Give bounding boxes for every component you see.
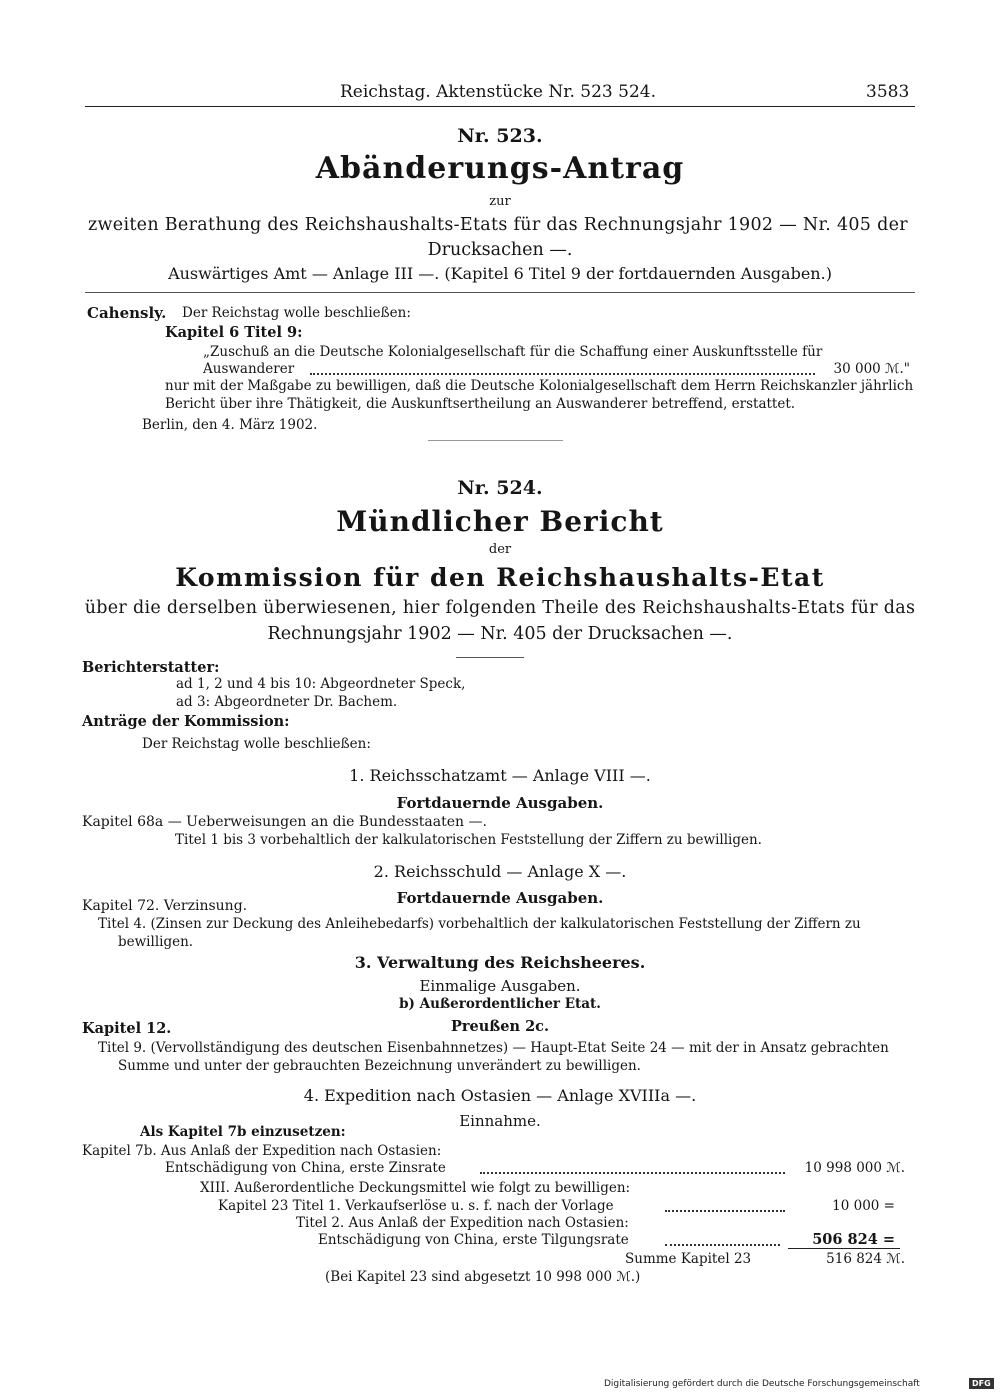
doc524-subtitle-1: über die derselben überwiesenen, hier folgenden Theile des Reichshaushalts-Etats für das bbox=[84, 598, 916, 618]
doc524-number: Nr. 524. bbox=[457, 477, 543, 499]
section-4-dot-leader-2 bbox=[665, 1210, 785, 1212]
doc523-intro: Der Reichstag wolle beschließen: bbox=[182, 305, 411, 321]
section-4-line-3: Titel 2. Aus Anlaß der Expedition nach Ostasien: bbox=[296, 1215, 629, 1231]
section-4-dot-leader-1 bbox=[480, 1172, 785, 1174]
doc524-der: der bbox=[488, 542, 512, 557]
section-4-amount-2: 10 000 = bbox=[832, 1198, 895, 1214]
separator-rule bbox=[428, 440, 563, 441]
section-2-title: 2. Reichsschuld — Anlage X —. bbox=[373, 862, 627, 881]
section-4-amount-4: 506 824 = bbox=[812, 1231, 895, 1248]
dfg-logo: DFG bbox=[969, 1378, 994, 1389]
section-3-state: Preußen 2c. bbox=[450, 1018, 550, 1035]
section-2-text-1: Titel 4. (Zinsen zur Deckung des Anleihebedarfs) vorbehaltlich der kalkulatorischen Feststellung der Ziffern zu bbox=[98, 916, 861, 932]
doc524-intro: Der Reichstag wolle beschließen: bbox=[142, 736, 371, 752]
proposals-label: Anträge der Kommission: bbox=[82, 713, 290, 730]
doc523-mover: Cahensly. bbox=[87, 304, 167, 322]
section-4-line-2: Kapitel 23 Titel 1. Verkaufserlöse u. s. f. nach der Vorlage bbox=[218, 1198, 614, 1214]
section-4-note: (Bei Kapitel 23 sind abgesetzt 10 998 000 ℳ.) bbox=[325, 1269, 641, 1285]
doc523-subtitle-3: Auswärtiges Amt — Anlage III —. (Kapitel 6 Titel 9 der fortdauernden Ausgaben.) bbox=[168, 264, 832, 283]
doc524-title: Mündlicher Bericht bbox=[336, 505, 664, 538]
doc524-short-rule bbox=[456, 657, 524, 658]
doc523-dot-leader bbox=[310, 373, 815, 375]
section-3-kapitel: Kapitel 12. bbox=[82, 1020, 172, 1037]
doc524-subtitle-2: Rechnungsjahr 1902 — Nr. 405 der Drucksachen —. bbox=[267, 624, 733, 644]
doc523-subtitle-1: zweiten Berathung des Reichshaushalts-Etats für das Rechnungsjahr 1902 — Nr. 405 der bbox=[88, 215, 908, 235]
section-1-title: 1. Reichsschatzamt — Anlage VIII —. bbox=[349, 766, 651, 785]
section-4-dot-leader-4 bbox=[665, 1244, 780, 1246]
footer-credit: Digitalisierung gefördert durch die Deutsche Forschungsgemeinschaft bbox=[604, 1379, 920, 1389]
section-2-text-2: bewilligen. bbox=[118, 934, 194, 950]
section-4-sum: 516 824 ℳ. bbox=[826, 1251, 905, 1267]
doc523-date: Berlin, den 4. März 1902. bbox=[142, 417, 318, 433]
section-1-text: Titel 1 bis 3 vorbehaltlich der kalkulatorischen Feststellung der Ziffern zu bewilligen. bbox=[175, 832, 762, 848]
section-4-amount-1: 10 998 000 ℳ. bbox=[804, 1160, 905, 1176]
reporter-1: ad 1, 2 und 4 bis 10: Abgeordneter Speck, bbox=[176, 676, 466, 692]
doc523-zur: zur bbox=[489, 194, 511, 209]
section-1-kapitel: Kapitel 68a — Ueberweisungen an die Bundesstaaten —. bbox=[82, 814, 487, 830]
section-3-subtitle: Einmalige Ausgaben. bbox=[419, 977, 581, 995]
doc523-quote-1: „Zuschuß an die Deutsche Kolonialgesellschaft für die Schaffung einer Auskunftsstelle für bbox=[203, 344, 823, 360]
doc523-amount: 30 000 ℳ." bbox=[833, 361, 910, 377]
section-4-xiii: XIII. Außerordentliche Deckungsmittel wie folgt zu bewilligen: bbox=[200, 1180, 631, 1196]
section-2-kapitel: Kapitel 72. Verzinsung. bbox=[82, 898, 248, 914]
section-1-subtitle: Fortdauernde Ausgaben. bbox=[396, 794, 604, 812]
doc523-condition-2: Bericht über ihre Thätigkeit, die Auskunftsertheilung an Auswanderer betreffend, erstattet. bbox=[165, 396, 796, 412]
reporter-2: ad 3: Abgeordneter Dr. Bachem. bbox=[176, 694, 398, 710]
reporters-label: Berichterstatter: bbox=[82, 659, 220, 676]
section-4-line-1: Entschädigung von China, erste Zinsrate bbox=[165, 1160, 446, 1176]
section-2-subtitle: Fortdauernde Ausgaben. bbox=[396, 889, 604, 907]
header-rule bbox=[85, 106, 915, 107]
section-4-subtitle: Einnahme. bbox=[459, 1112, 541, 1130]
doc523-title: Abänderungs-Antrag bbox=[315, 151, 685, 186]
section-4-sum-label: Summe Kapitel 23 bbox=[625, 1251, 752, 1267]
section-4-kapitel: Kapitel 7b. Aus Anlaß der Expedition nach Ostasien: bbox=[82, 1143, 442, 1159]
page-number: 3583 bbox=[866, 82, 910, 102]
doc523-number: Nr. 523. bbox=[457, 125, 543, 147]
section-3-text-2: Summe und unter der gebrauchten Bezeichnung unverändert zu bewilligen. bbox=[118, 1058, 641, 1074]
section-3-text-1: Titel 9. (Vervollständigung des deutschen Eisenbahnnetzes) — Haupt-Etat Seite 24 — mit der in Ansatz gebrachten bbox=[98, 1040, 889, 1056]
section-3-title: 3. Verwaltung des Reichsheeres. bbox=[354, 953, 646, 972]
running-title: Reichstag. Aktenstücke Nr. 523 524. bbox=[340, 82, 657, 102]
doc523-subtitle-2: Drucksachen —. bbox=[427, 240, 573, 260]
doc523-kapitel: Kapitel 6 Titel 9: bbox=[165, 324, 303, 341]
doc524-commission: Kommission für den Reichshaushalts-Etat bbox=[175, 563, 825, 592]
doc523-condition-1: nur mit der Maßgabe zu bewilligen, daß die Deutsche Kolonialgesellschaft dem Herrn Reichskanzler jährlich bbox=[165, 378, 914, 394]
sum-rule bbox=[788, 1248, 900, 1249]
section-3-subtitle-2: b) Außerordentlicher Etat. bbox=[399, 996, 601, 1012]
section-4-line-4: Entschädigung von China, erste Tilgungsrate bbox=[318, 1232, 629, 1248]
section-4-title: 4. Expedition nach Ostasien — Anlage XVIIIa —. bbox=[303, 1086, 697, 1105]
doc523-rule bbox=[85, 292, 915, 293]
doc523-quote-2: Auswanderer bbox=[203, 361, 295, 377]
section-4-als: Als Kapitel 7b einzusetzen: bbox=[140, 1124, 346, 1140]
